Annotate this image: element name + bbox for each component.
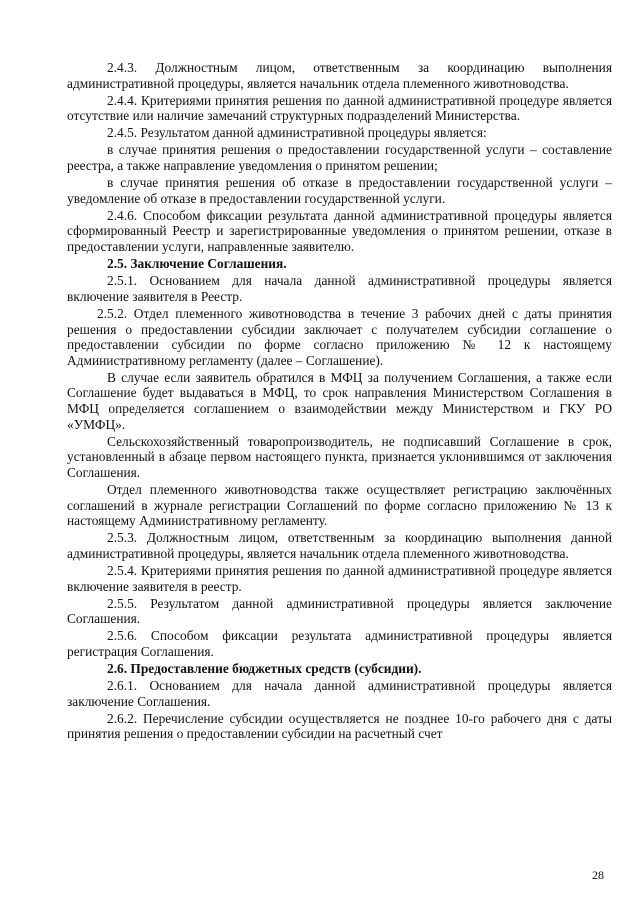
paragraph-2-4-3: 2.4.3. Должностным лицом, ответственным за координацию выполнения административной процедуры, является начальник отдела племенного животноводства. (67, 60, 612, 91)
paragraph-2-5-6: 2.5.6. Способом фиксации результата административной процедуры является регистрация Соглашения. (67, 628, 612, 659)
paragraph-2-5-2: 2.5.2. Отдел племенного животноводства в течение 3 рабочих дней с даты принятия решения о предоставлении субсидии заключает с получателем субсидии соглашение о предоставлении субсидии по форме согласно приложению № 12 к настоящему Административному регламенту (далее – Соглашение). (67, 305, 612, 368)
paragraph-2-4-6: 2.4.6. Способом фиксации результата данной административной процедуры является сформированный Реестр и зарегистрированные уведомления о принятом решении, отказе в предоставлении услуги, направленные заявителю. (67, 207, 612, 255)
paragraph-2-5-5: 2.5.5. Результатом данной административной процедуры является заключение Соглашения. (67, 595, 612, 627)
paragraph-2-4-4: 2.4.4. Критериями принятия решения по данной административной процедуре является отсутствие или наличие замечаний структурных подразделений Министерства. (67, 92, 612, 124)
section-heading-2-6: 2.6. Предоставление бюджетных средств (субсидии). (107, 660, 422, 676)
paragraph-2-5-3: 2.5.3. Должностным лицом, ответственным за координацию выполнения данной административной процедуры, является начальник отдела племенного животноводства. (67, 530, 612, 561)
paragraph-unsigned-agreement: Сельскохозяйственный товаропроизводитель, не подписавший Соглашение в срок, установленный в абзаце первом настоящего пункта, признается уклонившимся от заключения Соглашения. (67, 433, 612, 480)
section-heading-2-5: 2.5. Заключение Соглашения. (107, 256, 287, 272)
paragraph-refusal-case: в случае принятия решения об отказе в предоставлении государственной услуги – уведомление об отказе в предоставлении государственной услуги. (67, 175, 612, 206)
paragraph-2-4-5: 2.4.5. Результатом данной административной процедуры является: (107, 125, 487, 141)
paragraph-2-6-2: 2.6.2. Перечисление субсидии осуществляется не позднее 10-го рабочего дня с даты принятия решения о предоставлении субсидии на расчетный счет (67, 710, 612, 742)
paragraph-registration-journal: Отдел племенного животноводства также осуществляет регистрацию заключённых соглашений в журнале регистрации Соглашений по форме согласно приложению № 13 к настоящему Административному регламенту. (67, 481, 612, 529)
paragraph-approval-case: в случае принятия решения о предоставлении государственной услуги – составление реестра, а также направление уведомления о принятом решении; (67, 142, 612, 174)
document-body (67, 60, 612, 743)
paragraph-2-5-4: 2.5.4. Критериями принятия решения по данной административной процедуре является включение заявителя в реестр. (67, 562, 612, 594)
paragraph-2-6-1: 2.6.1. Основанием для начала данной административной процедуры является заключение Соглашения. (67, 678, 612, 709)
paragraph-mfc-case: В случае если заявитель обратился в МФЦ за получением Соглашения, а также если Соглашение будет выдаваться в МФЦ, то срок направления Министерством Соглашения в МФЦ определяется соглашением о взаимодействии между Министерством и ГКУ РО «УМФЦ». (67, 369, 612, 432)
page-number: 28 (592, 868, 604, 882)
paragraph-2-5-1: 2.5.1. Основанием для начала данной административной процедуры является включение заявителя в Реестр. (67, 273, 612, 304)
